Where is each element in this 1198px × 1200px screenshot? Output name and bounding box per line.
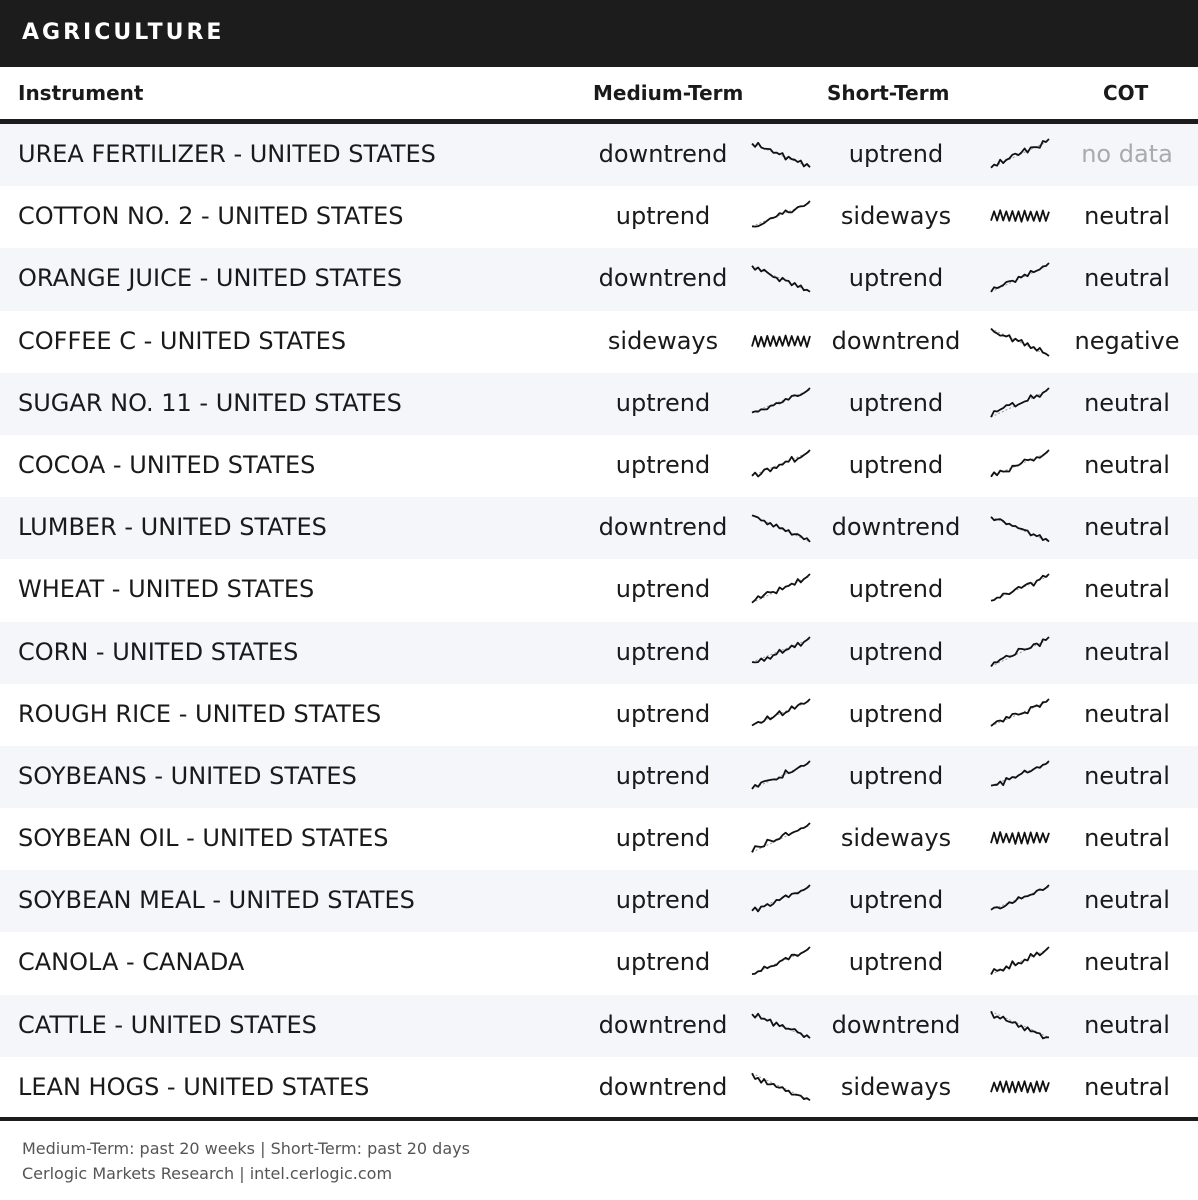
medium-term-sparkline-icon bbox=[750, 821, 812, 855]
medium-term-trend: uptrend bbox=[615, 202, 711, 231]
instrument-name: ORANGE JUICE - UNITED STATES bbox=[18, 264, 403, 293]
sparkline-trace bbox=[991, 947, 1049, 974]
short-term-sparkline-icon bbox=[989, 261, 1051, 295]
medium-term-sparkline-icon bbox=[750, 945, 812, 979]
short-term-sparkline-icon bbox=[989, 137, 1051, 171]
short-term-trend: downtrend bbox=[831, 326, 961, 355]
table-body bbox=[0, 124, 1198, 1119]
medium-term-trend: uptrend bbox=[615, 699, 711, 728]
short-term-sparkline-icon bbox=[989, 1070, 1051, 1104]
sparkline-trace bbox=[991, 761, 1049, 786]
short-term-sparkline-icon bbox=[989, 635, 1051, 669]
table-row bbox=[0, 746, 1198, 808]
sparkline-trace bbox=[991, 450, 1049, 477]
sparkline-trace bbox=[752, 515, 810, 542]
medium-term-trend: uptrend bbox=[615, 637, 711, 666]
column-header-medium-term: Medium-Term bbox=[593, 81, 744, 105]
medium-term-trend: uptrend bbox=[615, 388, 711, 417]
medium-term-trend: uptrend bbox=[615, 886, 711, 915]
table-row bbox=[0, 684, 1198, 746]
cot-signal: neutral bbox=[1084, 575, 1170, 604]
cot-signal: neutral bbox=[1084, 202, 1170, 231]
short-term-trend: uptrend bbox=[848, 886, 944, 915]
table-row bbox=[0, 435, 1198, 497]
short-term-sparkline-icon bbox=[989, 572, 1051, 606]
medium-term-sparkline-icon bbox=[750, 386, 812, 420]
short-term-trend: sideways bbox=[840, 824, 952, 853]
short-term-trend: uptrend bbox=[848, 948, 944, 977]
instrument-name: ROUGH RICE - UNITED STATES bbox=[18, 699, 382, 728]
table-row bbox=[0, 497, 1198, 559]
medium-term-sparkline-icon bbox=[750, 1070, 812, 1104]
cot-signal: neutral bbox=[1084, 388, 1170, 417]
short-term-sparkline-icon bbox=[989, 883, 1051, 917]
page-title: AGRICULTURE bbox=[22, 20, 225, 45]
sparkline-trace bbox=[991, 263, 1049, 292]
medium-term-trend: downtrend bbox=[598, 1010, 728, 1039]
short-term-sparkline-icon bbox=[989, 199, 1051, 233]
medium-term-sparkline-icon bbox=[750, 883, 812, 917]
short-term-sparkline-icon bbox=[989, 324, 1051, 358]
cot-signal: neutral bbox=[1084, 824, 1170, 853]
cot-signal: neutral bbox=[1084, 450, 1170, 479]
short-term-trend: downtrend bbox=[831, 1010, 961, 1039]
sparkline-trace bbox=[752, 1013, 810, 1037]
short-term-sparkline-icon bbox=[989, 386, 1051, 420]
short-term-trend: uptrend bbox=[848, 388, 944, 417]
sparkline-trace bbox=[752, 637, 810, 662]
instrument-name: SUGAR NO. 11 - UNITED STATES bbox=[18, 388, 402, 417]
short-term-trend: uptrend bbox=[848, 575, 944, 604]
instrument-name: LUMBER - UNITED STATES bbox=[18, 513, 327, 542]
cot-signal: neutral bbox=[1084, 264, 1170, 293]
cot-signal: neutral bbox=[1084, 513, 1170, 542]
table-row bbox=[0, 870, 1198, 932]
instrument-name: SOYBEAN MEAL - UNITED STATES bbox=[18, 886, 415, 915]
table-row bbox=[0, 559, 1198, 621]
cot-signal: neutral bbox=[1084, 948, 1170, 977]
table-row bbox=[0, 622, 1198, 684]
sparkline-trace bbox=[991, 574, 1049, 601]
medium-term-sparkline-icon bbox=[750, 697, 812, 731]
short-term-trend: downtrend bbox=[831, 513, 961, 542]
medium-term-trend: uptrend bbox=[615, 761, 711, 790]
medium-term-sparkline-icon bbox=[750, 137, 812, 171]
medium-term-trend: downtrend bbox=[598, 264, 728, 293]
short-term-trend: uptrend bbox=[848, 699, 944, 728]
instrument-name: COCOA - UNITED STATES bbox=[18, 450, 316, 479]
short-term-trend: sideways bbox=[840, 1072, 952, 1101]
short-term-trend: uptrend bbox=[848, 264, 944, 293]
sparkline-trace bbox=[752, 388, 810, 413]
medium-term-sparkline-icon bbox=[750, 572, 812, 606]
sparkline-trace bbox=[991, 1081, 1049, 1092]
medium-term-trend: downtrend bbox=[598, 140, 728, 168]
sparkline-trace bbox=[752, 266, 810, 292]
short-term-sparkline-icon bbox=[989, 945, 1051, 979]
medium-term-trend: downtrend bbox=[598, 513, 728, 542]
cot-signal: no data bbox=[1081, 140, 1173, 168]
table-row bbox=[0, 124, 1198, 186]
column-header-instrument: Instrument bbox=[18, 81, 144, 105]
short-term-sparkline-icon bbox=[989, 759, 1051, 793]
short-term-sparkline-icon bbox=[989, 821, 1051, 855]
medium-term-trend: downtrend bbox=[598, 1072, 728, 1101]
instrument-name: CORN - UNITED STATES bbox=[18, 637, 299, 666]
medium-term-trend: sideways bbox=[607, 326, 719, 355]
medium-term-sparkline-icon bbox=[750, 510, 812, 544]
short-term-trend: uptrend bbox=[848, 761, 944, 790]
sparkline-trace bbox=[752, 885, 810, 911]
table-row bbox=[0, 808, 1198, 870]
sparkline-trace bbox=[752, 335, 810, 346]
cot-signal: neutral bbox=[1084, 1072, 1170, 1101]
medium-term-trend: uptrend bbox=[615, 948, 711, 977]
table-row bbox=[0, 1057, 1198, 1119]
sparkline-trace bbox=[991, 210, 1049, 222]
medium-term-sparkline-icon bbox=[750, 635, 812, 669]
instrument-name: LEAN HOGS - UNITED STATES bbox=[18, 1072, 370, 1101]
footer-periods-note: Medium-Term: past 20 weeks | Short-Term: past 20 days bbox=[22, 1139, 470, 1158]
instrument-name: SOYBEANS - UNITED STATES bbox=[18, 761, 357, 790]
medium-term-trend: uptrend bbox=[615, 575, 711, 604]
medium-term-sparkline-icon bbox=[750, 759, 812, 793]
footer-attribution: Cerlogic Markets Research | intel.cerlogic.com bbox=[22, 1164, 393, 1183]
instrument-name: SOYBEAN OIL - UNITED STATES bbox=[18, 824, 389, 853]
column-header-cot: COT bbox=[1103, 81, 1149, 105]
medium-term-sparkline-icon bbox=[750, 448, 812, 482]
table-row bbox=[0, 186, 1198, 248]
medium-term-trend: uptrend bbox=[615, 450, 711, 479]
short-term-trend: uptrend bbox=[848, 140, 944, 168]
table-row bbox=[0, 995, 1198, 1057]
column-header-short-term: Short-Term bbox=[827, 81, 950, 105]
short-term-trend: sideways bbox=[840, 202, 952, 231]
cot-signal: negative bbox=[1074, 326, 1180, 355]
sparkline-trace bbox=[991, 832, 1049, 844]
cot-signal: neutral bbox=[1084, 699, 1170, 728]
cot-signal: neutral bbox=[1084, 761, 1170, 790]
instrument-name: WHEAT - UNITED STATES bbox=[18, 575, 315, 604]
table-row bbox=[0, 311, 1198, 373]
sparkline-trend-guide bbox=[991, 328, 1049, 355]
medium-term-trend: uptrend bbox=[615, 824, 711, 853]
cot-signal: neutral bbox=[1084, 637, 1170, 666]
cot-signal: neutral bbox=[1084, 886, 1170, 915]
table-row bbox=[0, 932, 1198, 994]
short-term-sparkline-icon bbox=[989, 510, 1051, 544]
medium-term-sparkline-icon bbox=[750, 1008, 812, 1042]
short-term-sparkline-icon bbox=[989, 1008, 1051, 1042]
title-bar bbox=[0, 0, 1198, 67]
table-header bbox=[0, 67, 1198, 120]
instrument-name: CANOLA - CANADA bbox=[18, 948, 245, 977]
short-term-trend: uptrend bbox=[848, 450, 944, 479]
sparkline-trend-guide bbox=[752, 763, 810, 789]
instrument-name: CATTLE - UNITED STATES bbox=[18, 1010, 317, 1039]
table-row bbox=[0, 248, 1198, 310]
medium-term-sparkline-icon bbox=[750, 324, 812, 358]
medium-term-sparkline-icon bbox=[750, 199, 812, 233]
instrument-name: COTTON NO. 2 - UNITED STATES bbox=[18, 202, 404, 231]
short-term-sparkline-icon bbox=[989, 697, 1051, 731]
instrument-name: COFFEE C - UNITED STATES bbox=[18, 326, 347, 355]
instrument-name: UREA FERTILIZER - UNITED STATES bbox=[18, 140, 436, 168]
short-term-trend: uptrend bbox=[848, 637, 944, 666]
sparkline-trace bbox=[752, 574, 810, 603]
medium-term-sparkline-icon bbox=[750, 261, 812, 295]
table-row bbox=[0, 373, 1198, 435]
short-term-sparkline-icon bbox=[989, 448, 1051, 482]
cot-signal: neutral bbox=[1084, 1010, 1170, 1039]
footer-divider bbox=[0, 1117, 1198, 1121]
